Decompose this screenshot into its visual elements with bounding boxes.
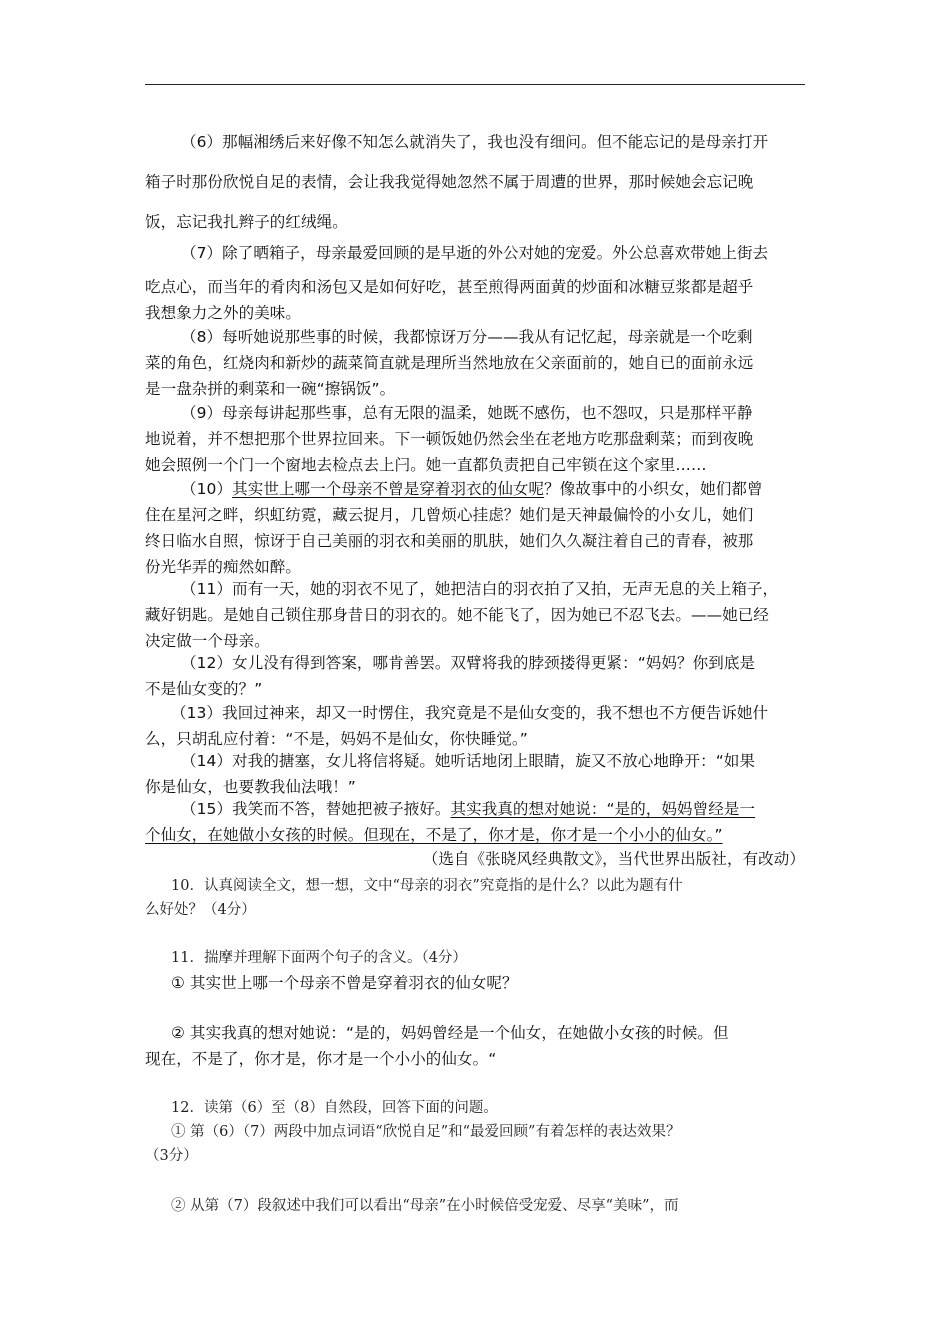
paragraph-13 <box>145 700 807 752</box>
paragraph-10 <box>145 476 807 580</box>
paragraph-8-line: 是一盘杂拼的剩菜和一碗“擦锅饭”。 <box>145 380 396 398</box>
paragraph-14-line: 你是仙女，也要教我仙法哦！” <box>145 778 356 796</box>
question-12-sub1-line: ① 第（6）（7）两段中加点词语“欣悦自足”和“最爱回顾”有着怎样的表达效果？ <box>171 1124 681 1140</box>
paragraph-15-first-line <box>145 796 807 822</box>
paragraph-number: （10） <box>181 480 233 498</box>
paragraph-9-line: （9）母亲每讲起那些事，总有无限的温柔，她既不感伤，也不怨叹，只是那样平静 <box>181 404 753 422</box>
paragraph-10-line: 终日临水自照，惊讶于自己美丽的羽衣和美丽的肌肤，她们久久凝注着自己的青春，被那 <box>145 532 754 550</box>
paragraph-8-line: （8）每听她说那些事的时候，我都惊讶万分——我从有记忆起，母亲就是一个吃剩 <box>181 328 753 346</box>
question-12-sub1-line: （3分） <box>145 1148 198 1164</box>
question-11-title <box>145 946 807 970</box>
underlined-sentence: 其实我真的想对她说：“是的，妈妈曾经是一 <box>450 800 756 818</box>
paragraph-11-line: （11）而有一天，她的羽衣不见了，她把洁白的羽衣拍了又拍，无声无息的关上箱子， <box>181 580 779 598</box>
question-11-sentence-line: ① 其实世上哪一个母亲不曾是穿着羽衣的仙女呢？ <box>171 974 518 992</box>
source-line: （选自《张晓风经典散文》，当代世界出版社，有改动） <box>422 850 805 868</box>
question-11-sentence-line: 现在，不是了，你才是，你才是一个小小的仙女。“ <box>145 1050 497 1068</box>
paragraph-7-line: 我想象力之外的美味。 <box>145 304 302 322</box>
paragraph-7-cont <box>145 274 807 326</box>
source-citation <box>145 846 807 872</box>
paragraph-7 <box>145 232 807 274</box>
underlined-sentence: 其实世上哪一个母亲不曾是穿着羽衣的仙女呢 <box>232 480 545 498</box>
question-11-sentence-2 <box>145 1020 807 1072</box>
paragraph-13-line: （13）我回过神来，却又一时愣住，我究竟是不是仙女变的，我不想也不方便告诉她什 <box>171 704 769 722</box>
paragraph-13-line: 么，只胡乱应付着：“不是，妈妈不是仙女，你快睡觉。” <box>145 730 528 748</box>
question-11-sentence-line: ② 其实我真的想对她说：“是的，妈妈曾经是一个仙女，在她做小女孩的时候。但 <box>171 1024 729 1042</box>
paragraph-6-line: 箱子时那份欣悦自足的表情，会让我我觉得她忽然不属于周遭的世界，那时候她会忘记晚 <box>145 173 754 191</box>
paragraph-12 <box>145 650 807 702</box>
paragraph-15-plain: （15）我笑而不答，替她把被子掖好。 <box>181 800 451 818</box>
paragraph-12-line: （12）女儿没有得到答案，哪肯善罢。双臂将我的脖颈搂得更紧：“妈妈？你到底是 <box>181 654 756 672</box>
paragraph-9 <box>145 400 807 478</box>
paragraph-8-line: 菜的角色，红烧肉和新炒的蔬菜简直就是理所当然地放在父亲面前的，她自已的面前永远 <box>145 354 754 372</box>
question-10 <box>145 874 807 922</box>
paragraph-11 <box>145 576 807 654</box>
question-12-sub2-line: ② 从第（7）段叙述中我们可以看出“母亲”在小时候倍受宠爱、尽享“美味”，而 <box>171 1198 679 1214</box>
paragraph-12-line: 不是仙女变的？” <box>145 680 263 698</box>
question-10-line: 么好处？（4分） <box>145 902 256 918</box>
question-10-line: 10．认真阅读全文，想一想，文中“母亲的羽衣”究竟指的是什么？以此为题有什 <box>171 878 683 894</box>
paragraph-14-line: （14）对我的搪塞，女儿将信将疑。她听话地闭上眼睛，旋又不放心地睁开：“如果 <box>181 752 756 770</box>
paragraph-6-line: 饭，忘记我扎辫子的红绒绳。 <box>145 213 348 231</box>
question-12-title: 12．读第（6）至（8）自然段，回答下面的问题。 <box>171 1100 498 1116</box>
underlined-sentence: 个仙女，在她做小女孩的时候。但现在，不是了，你才是，你才是一个小小的仙女。” <box>145 826 723 844</box>
paragraph-14 <box>145 748 807 800</box>
paragraph-9-line: 她会照例一个门一个窗地去检点去上闩。她一直都负责把自己牢锁在这个家里…… <box>145 456 707 474</box>
paragraph-7-line: 吃点心，而当年的肴肉和汤包又是如何好吃，甚至煎得两面黄的炒面和冰糖豆浆都是超乎 <box>145 278 754 296</box>
paragraph-11-line: 藏好钥匙。是她自己锁住那身昔日的羽衣的。她不能飞了，因为她已不忍飞去。——她已经 <box>145 606 770 624</box>
paragraph-15 <box>145 796 807 848</box>
paragraph-8 <box>145 324 807 402</box>
question-11-sentence-1 <box>145 970 807 996</box>
paragraph-9-line: 地说着，并不想把那个世界拉回来。下一顿饭她仍然会坐在老地方吃那盘剩菜；而到夜晚 <box>145 430 754 448</box>
paragraph-7-line: （7）除了晒箱子，母亲最爱回顾的是早逝的外公对她的宠爱。外公总喜欢带她上街去 <box>181 244 769 262</box>
paragraph-10-first-line <box>145 476 807 502</box>
paragraph-6 <box>145 122 807 242</box>
paragraph-11-line: 决定做一个母亲。 <box>145 632 270 650</box>
paragraph-15-line <box>145 822 807 848</box>
question-12 <box>145 1096 807 1168</box>
question-12-sub2 <box>145 1194 807 1218</box>
paragraph-6-line: （6）那幅湘绣后来好像不知怎么就消失了，我也没有细问。但不能忘记的是母亲打开 <box>181 133 769 151</box>
question-11-title-line: 11．揣摩并理解下面两个句子的含义。（4分） <box>171 950 467 966</box>
paragraph-10-rest: ？像故事中的小织女，她们都曾 <box>544 480 763 498</box>
paragraph-10-line: 份光华弄的痴然如醉。 <box>145 558 302 576</box>
header-rule <box>145 84 805 85</box>
paragraph-10-line: 住在星河之畔，织虹纺霓，藏云捉月，几曾烦心挂虑？她们是天神最偏怜的小女儿，她们 <box>145 506 754 524</box>
